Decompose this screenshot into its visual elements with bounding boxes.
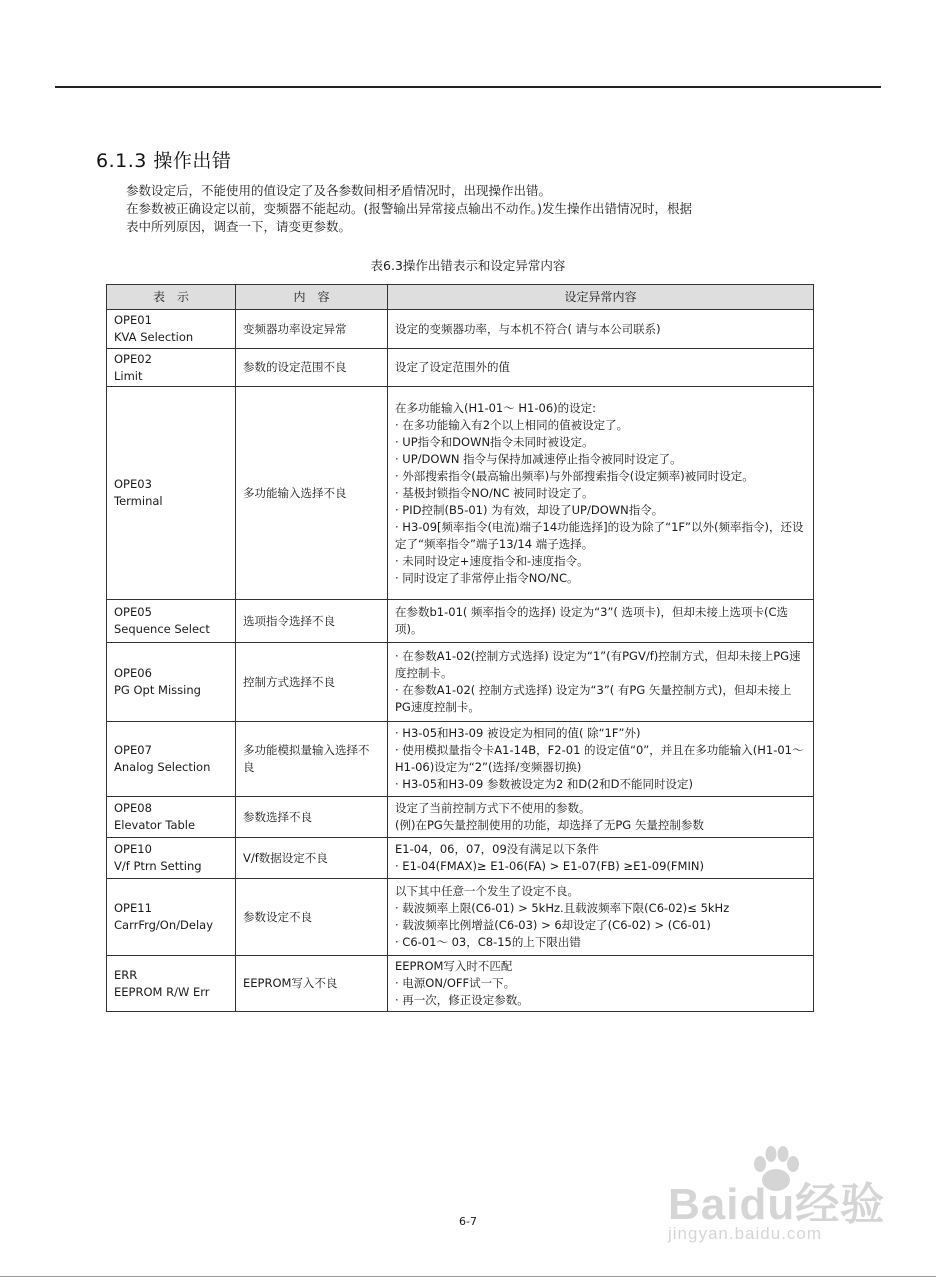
header-display: 表 示 xyxy=(107,285,236,310)
error-code-cell xyxy=(107,797,236,838)
table-row xyxy=(107,643,814,722)
content-cell: V/f数据设定不良 xyxy=(236,838,388,879)
table-caption: 表6.3操作出错表示和设定异常内容 xyxy=(370,258,566,273)
detail-line: · 外部搜索指令(最高输出频率)与外部搜索指令(设定频率)被同时设定。 xyxy=(395,468,754,483)
detail-line: · 使用模拟量指令卡A1-14B，F2-01 的设定值“0”，并且在多功能输入(H1-01～ H1-06)设定为“2”(选择/变频器切换) xyxy=(395,743,804,774)
detail-line: · H3-05和H3-09 被设定为相同的值( 除“1F”外) xyxy=(395,726,641,740)
detail-line: · H3-09[频率指令(电流)端子14功能选择]的设为除了“1F”以外(频率指令)，还设定了“频率指令”端子13/14 端子选择。 xyxy=(395,519,804,551)
detail-cell xyxy=(388,879,814,956)
error-code-cell xyxy=(107,879,236,956)
detail-cell xyxy=(388,956,814,1012)
content-cell: EEPROM写入不良 xyxy=(236,956,388,1012)
detail-line: · 再一次，修正设定参数。 xyxy=(395,993,529,1007)
detail-cell xyxy=(388,643,814,722)
detail-line: · H3-05和H3-09 参数被设定为2 和D(2和D不能同时设定) xyxy=(395,777,693,791)
intro-paragraph xyxy=(126,182,826,236)
table-header-row xyxy=(107,285,814,310)
table-row xyxy=(107,387,814,600)
detail-line: 设定的变频器功率，与本机不符合( 请与本公司联系) xyxy=(395,321,661,336)
header-content: 内 容 xyxy=(236,285,388,310)
table-row xyxy=(107,879,814,956)
error-name: Sequence Select xyxy=(114,622,210,636)
error-code: OPE01 xyxy=(114,313,152,327)
detail-line: · 载波频率上限(C6-01) > 5kHz.且载波频率下限(C6-02)≤ 5kHz xyxy=(395,901,730,915)
intro-line-3: 表中所列原因，调查一下，请变更参数。 xyxy=(126,219,352,234)
error-code-cell xyxy=(107,387,236,600)
detail-line: 以下其中任意一个发生了设定不良。 xyxy=(395,884,579,898)
error-name: Limit xyxy=(114,368,143,383)
table-row xyxy=(107,838,814,879)
detail-line: · UP/DOWN 指令与保持加减速停止指令被同时设定了。 xyxy=(395,451,682,466)
error-code: ERR xyxy=(114,967,138,982)
error-code: OPE05 xyxy=(114,605,152,619)
detail-cell xyxy=(388,600,814,643)
error-name: Terminal xyxy=(114,494,163,508)
table-row xyxy=(107,349,814,387)
error-code-cell xyxy=(107,838,236,879)
content-cell: 控制方式选择不良 xyxy=(236,643,388,722)
page-number: 6-7 xyxy=(459,1215,477,1228)
error-code-cell xyxy=(107,600,236,643)
error-code-cell xyxy=(107,643,236,722)
detail-line: 在多功能输入(H1-01～ H1-06)的设定: xyxy=(395,400,596,415)
detail-cell xyxy=(388,722,814,797)
section-title: 6.1.3 操作出错 xyxy=(96,150,232,172)
detail-line: · 在参数A1-02( 控制方式选择) 设定为“3”( 有PG 矢量控制方式)，但却未接上PG速度控制卡。 xyxy=(395,683,792,714)
detail-line: E1-04，06，07，09没有满足以下条件 xyxy=(395,842,599,856)
content-cell: 参数设定不良 xyxy=(236,879,388,956)
header-detail: 设定异常内容 xyxy=(388,285,814,310)
table-row xyxy=(107,956,814,1012)
error-code-cell xyxy=(107,310,236,349)
detail-cell xyxy=(388,838,814,879)
error-code: OPE06 xyxy=(114,666,152,680)
error-code: OPE10 xyxy=(114,842,152,856)
detail-line: (例)在PG矢量控制使用的功能，却选择了无PG 矢量控制参数 xyxy=(395,818,704,832)
detail-line: EEPROM写入时不匹配 xyxy=(395,959,513,973)
error-name: EEPROM R/W Err xyxy=(114,984,210,999)
error-code: OPE07 xyxy=(114,743,152,757)
detail-line: · E1-04(FMAX)≥ E1-06(FA) > E1-07(FB) ≥E1-09(FMIN) xyxy=(395,859,704,873)
intro-line-1: 参数设定后，不能使用的值设定了及各参数间相矛盾情况时，出现操作出错。 xyxy=(126,183,552,198)
error-name: KVA Selection xyxy=(114,330,194,344)
detail-line: 设定了当前控制方式下不使用的参数。 xyxy=(395,801,591,815)
detail-line: · UP指令和DOWN指令未同时被设定。 xyxy=(395,434,594,449)
detail-cell xyxy=(388,310,814,349)
error-table xyxy=(106,284,814,1012)
error-code: OPE08 xyxy=(114,801,152,815)
detail-cell xyxy=(388,797,814,838)
content-cell: 参数的设定范围不良 xyxy=(236,349,388,387)
error-name: CarrFrg/On/Delay xyxy=(114,918,214,932)
error-code-cell xyxy=(107,956,236,1012)
intro-line-2: 在参数被正确设定以前，变频器不能起动。(报警输出异常接点输出不动作。)发生操作出错情况时，根据 xyxy=(126,201,693,216)
detail-line: 在参数b1-01( 频率指令的选择) 设定为“3”( 选项卡)，但却未接上选项卡(C选项)。 xyxy=(395,605,789,636)
detail-line: · 在参数A1-02(控制方式选择) 设定为“1”(有PGV/f)控制方式，但却未接上PG速度控制卡。 xyxy=(395,649,801,680)
table-row xyxy=(107,722,814,797)
detail-line: · C6-01～ 03，C8-15的上下限出错 xyxy=(395,935,581,949)
content-cell: 变频器功率设定异常 xyxy=(236,310,388,349)
table-row xyxy=(107,310,814,349)
detail-cell xyxy=(388,387,814,600)
bottom-edge xyxy=(0,1276,936,1277)
detail-line: · PID控制(B5-01) 为有效，却设了UP/DOWN指令。 xyxy=(395,502,664,517)
detail-cell xyxy=(388,349,814,387)
error-code: OPE02 xyxy=(114,351,152,366)
table-row xyxy=(107,600,814,643)
error-code-cell xyxy=(107,722,236,797)
error-name: Analog Selection xyxy=(114,760,211,774)
header-rule xyxy=(55,86,881,88)
detail-line: · 未同时设定+速度指令和-速度指令。 xyxy=(395,553,589,568)
detail-line: 设定了设定范围外的值 xyxy=(395,360,510,374)
error-name: V/f Ptrn Setting xyxy=(114,859,202,873)
detail-line: · 基极封锁指令NO/NC 被同时设定了。 xyxy=(395,485,594,500)
baidu-watermark xyxy=(668,1140,898,1250)
error-code-cell xyxy=(107,349,236,387)
detail-line: · 载波频率比例增益(C6-03) > 6却设定了(C6-02) > (C6-01) xyxy=(395,918,711,932)
content-cell: 多功能模拟量输入选择不良 xyxy=(236,722,388,797)
error-name: Elevator Table xyxy=(114,818,196,832)
content-cell: 选项指令选择不良 xyxy=(236,600,388,643)
error-code: OPE11 xyxy=(114,901,152,915)
detail-line: · 在多功能输入有2个以上相同的值被设定了。 xyxy=(395,417,629,432)
detail-line: · 电源ON/OFF试一下。 xyxy=(395,976,516,990)
watermark-brand: Baidu经验 xyxy=(668,1180,886,1229)
error-name: PG Opt Missing xyxy=(114,683,201,697)
content-cell: 参数选择不良 xyxy=(236,797,388,838)
detail-line: · 同时设定了非常停止指令NO/NC。 xyxy=(395,570,579,585)
error-code: OPE03 xyxy=(114,477,152,491)
table-row xyxy=(107,797,814,838)
watermark-url: jingyan.baidu.com xyxy=(668,1224,823,1243)
content-cell: 多功能输入选择不良 xyxy=(236,387,388,600)
